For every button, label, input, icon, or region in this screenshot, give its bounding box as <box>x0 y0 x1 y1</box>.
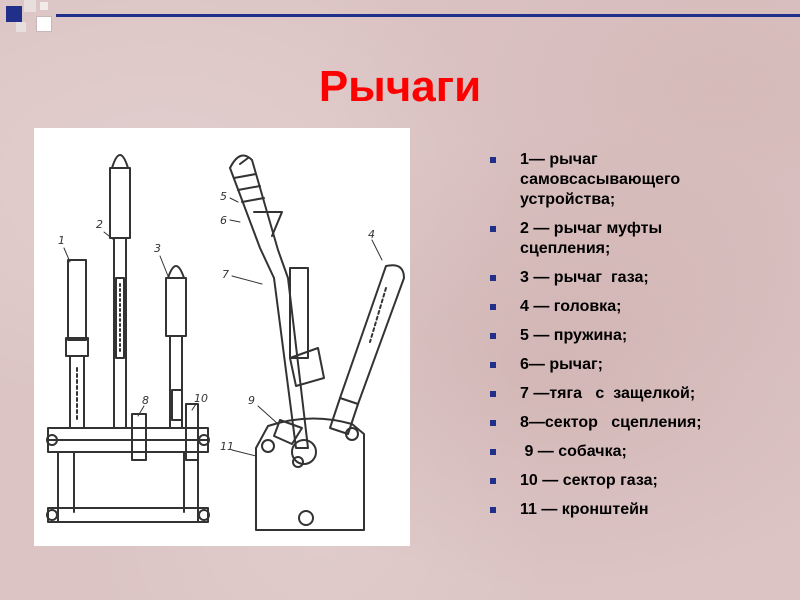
legend-item-3 <box>490 268 790 288</box>
bullet-icon <box>490 478 496 484</box>
legend-text: 9 — собачка; <box>520 443 627 460</box>
legend-item-7 <box>490 384 790 404</box>
legend-text: 5 — пружина; <box>520 327 628 344</box>
deco-square-white <box>36 16 52 32</box>
bullet-icon <box>490 391 496 397</box>
legend-text: 4 — головка; <box>520 298 622 315</box>
callout-5: 5 <box>220 190 227 203</box>
callout-4: 4 <box>368 228 375 241</box>
deco-square-light-2 <box>16 22 26 32</box>
legend-text: 11 — кронштейн <box>520 501 649 518</box>
deco-square-light <box>24 0 36 12</box>
legend-item-1 <box>490 150 790 210</box>
legend-item-11 <box>490 500 790 520</box>
bullet-icon <box>490 420 496 426</box>
callout-3: 3 <box>154 242 161 255</box>
callout-9: 9 <box>248 394 255 407</box>
legend-text: 7 —тяга с защелкой; <box>520 385 696 402</box>
callout-1: 1 <box>58 234 65 247</box>
callout-7: 7 <box>222 268 229 281</box>
bullet-icon <box>490 157 496 163</box>
callout-11: 11 <box>220 440 234 453</box>
bullet-icon <box>490 275 496 281</box>
callout-10: 10 <box>194 392 208 405</box>
legend-item-4 <box>490 297 790 317</box>
legend-text: 6— рычаг; <box>520 356 603 373</box>
bullet-icon <box>490 362 496 368</box>
bullet-icon <box>490 449 496 455</box>
legend-item-10 <box>490 471 790 491</box>
legend-item-2 <box>490 219 790 259</box>
levers-drawing <box>34 128 410 546</box>
bullet-icon <box>490 304 496 310</box>
legend-item-5 <box>490 326 790 346</box>
legend-text: 3 — рычаг газа; <box>520 269 649 286</box>
parts-legend <box>490 150 790 529</box>
legend-item-9 <box>490 442 790 462</box>
header-decoration <box>0 0 800 40</box>
bullet-icon <box>490 226 496 232</box>
legend-text: 10 — сектор газа; <box>520 472 658 489</box>
slide-title: Рычаги <box>318 62 482 111</box>
deco-square-small <box>40 2 48 10</box>
legend-text: 8—сектор сцепления; <box>520 414 702 431</box>
bullet-icon <box>490 333 496 339</box>
legend-item-6 <box>490 355 790 375</box>
callout-2: 2 <box>96 218 103 231</box>
callout-8: 8 <box>142 394 149 407</box>
legend-text: 1— рычаг самовсасывающего устройства; <box>520 151 681 208</box>
header-rule <box>56 14 800 17</box>
legend-item-8 <box>490 413 790 433</box>
callout-6: 6 <box>220 214 227 227</box>
deco-square-blue <box>6 6 22 22</box>
legend-text: 2 — рычаг муфты сцепления; <box>520 220 663 257</box>
bullet-icon <box>490 507 496 513</box>
